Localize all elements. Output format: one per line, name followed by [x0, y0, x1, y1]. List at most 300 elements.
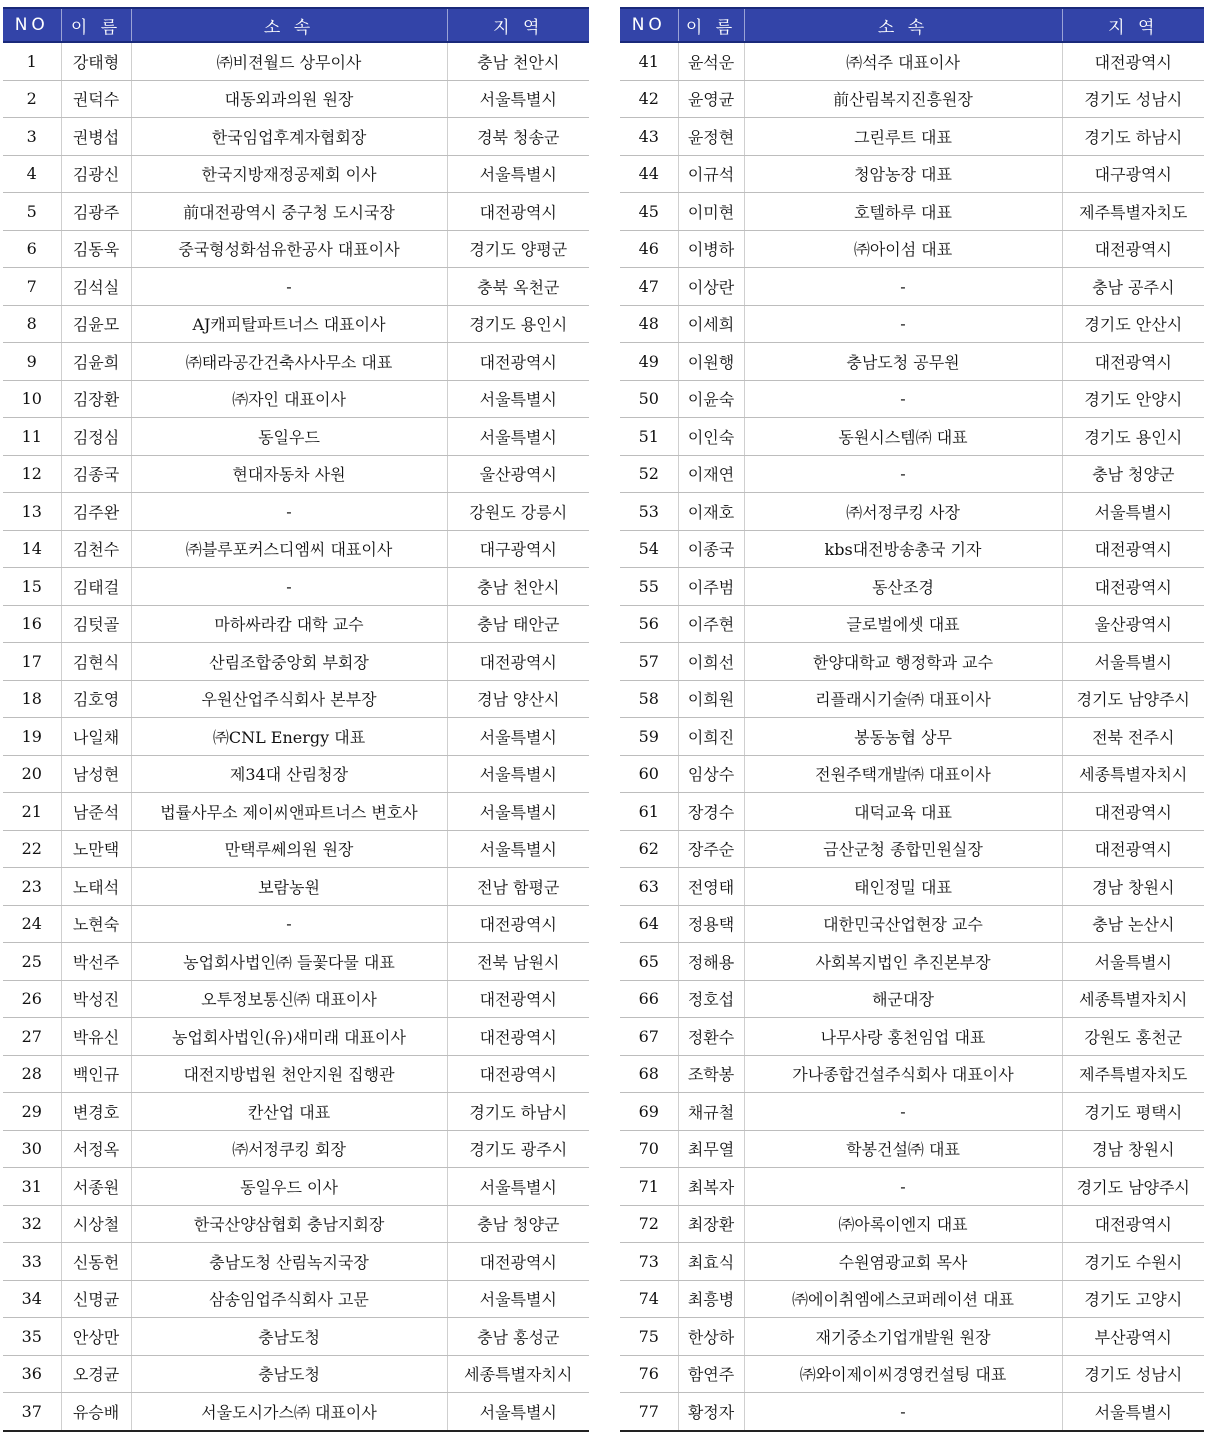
- cell-name: 정환수: [678, 1018, 744, 1056]
- table-row: [3, 455, 589, 493]
- cell-no: 68: [620, 1055, 678, 1093]
- table-row: [620, 1393, 1204, 1431]
- cell-region: 대전광역시: [1062, 830, 1204, 868]
- cell-region: 경북 청송군: [447, 118, 589, 156]
- cell-region: 울산광역시: [1062, 605, 1204, 643]
- cell-no: 74: [620, 1280, 678, 1318]
- cell-affiliation: 한국지방재정공제회 이사: [131, 155, 447, 193]
- cell-region: 제주특별자치도: [1062, 1055, 1204, 1093]
- cell-affiliation: 보람농원: [131, 868, 447, 906]
- cell-no: 59: [620, 718, 678, 756]
- table-row: [3, 943, 589, 981]
- cell-affiliation: 대덕교육 대표: [744, 793, 1062, 831]
- table-row: [620, 793, 1204, 831]
- cell-region: 대전광역시: [1062, 1205, 1204, 1243]
- cell-affiliation: 칸산업 대표: [131, 1093, 447, 1131]
- cell-region: 대전광역시: [1062, 530, 1204, 568]
- cell-affiliation: 前산림복지진흥원장: [744, 80, 1062, 118]
- cell-affiliation: 태인정밀 대표: [744, 868, 1062, 906]
- header-affiliation: 소 속: [744, 8, 1062, 42]
- cell-affiliation: 학봉건설㈜ 대표: [744, 1130, 1062, 1168]
- cell-name: 장경수: [678, 793, 744, 831]
- cell-name: 박유신: [61, 1018, 131, 1056]
- cell-region: 충남 논산시: [1062, 905, 1204, 943]
- cell-affiliation: 가나종합건설주식회사 대표이사: [744, 1055, 1062, 1093]
- cell-name: 박선주: [61, 943, 131, 981]
- cell-no: 27: [3, 1018, 61, 1056]
- table-row: [620, 42, 1204, 80]
- table-row: [620, 643, 1204, 681]
- cell-region: 충남 태안군: [447, 605, 589, 643]
- table-row: [3, 605, 589, 643]
- cell-affiliation: 충남도청 산림녹지국장: [131, 1243, 447, 1281]
- cell-affiliation: 충남도청: [131, 1355, 447, 1393]
- cell-no: 34: [3, 1280, 61, 1318]
- table-row: [620, 230, 1204, 268]
- cell-name: 김광신: [61, 155, 131, 193]
- table-row: [620, 1093, 1204, 1131]
- cell-affiliation: -: [131, 268, 447, 306]
- table-row: [3, 868, 589, 906]
- cell-affiliation: 청암농장 대표: [744, 155, 1062, 193]
- table-row: [620, 1243, 1204, 1281]
- cell-no: 20: [3, 755, 61, 793]
- cell-affiliation: 동산조경: [744, 568, 1062, 606]
- table-row: [3, 155, 589, 193]
- cell-no: 67: [620, 1018, 678, 1056]
- cell-region: 대전광역시: [447, 343, 589, 381]
- cell-region: 부산광역시: [1062, 1318, 1204, 1356]
- cell-name: 함연주: [678, 1355, 744, 1393]
- cell-name: 김동욱: [61, 230, 131, 268]
- cell-affiliation: kbs대전방송총국 기자: [744, 530, 1062, 568]
- cell-name: 오경균: [61, 1355, 131, 1393]
- cell-name: 최장환: [678, 1205, 744, 1243]
- cell-affiliation: 만택루쎄의원 원장: [131, 830, 447, 868]
- cell-name: 정용택: [678, 905, 744, 943]
- cell-name: 강태형: [61, 42, 131, 80]
- cell-name: 김현식: [61, 643, 131, 681]
- cell-no: 28: [3, 1055, 61, 1093]
- cell-region: 경기도 남양주시: [1062, 680, 1204, 718]
- table-row: [620, 605, 1204, 643]
- cell-region: 세종특별자치시: [447, 1355, 589, 1393]
- cell-name: 이주현: [678, 605, 744, 643]
- cell-no: 23: [3, 868, 61, 906]
- cell-no: 69: [620, 1093, 678, 1131]
- table-row: [3, 1280, 589, 1318]
- header-name: 이 름: [678, 8, 744, 42]
- table-row: [3, 718, 589, 756]
- cell-no: 76: [620, 1355, 678, 1393]
- cell-name: 김태걸: [61, 568, 131, 606]
- cell-name: 김천수: [61, 530, 131, 568]
- cell-region: 충남 공주시: [1062, 268, 1204, 306]
- cell-region: 충남 청양군: [1062, 455, 1204, 493]
- cell-no: 3: [3, 118, 61, 156]
- cell-name: 이재호: [678, 493, 744, 531]
- cell-name: 권덕수: [61, 80, 131, 118]
- cell-no: 71: [620, 1168, 678, 1206]
- cell-name: 노태석: [61, 868, 131, 906]
- cell-affiliation: ㈜에이취엠에스코퍼레이션 대표: [744, 1280, 1062, 1318]
- cell-no: 43: [620, 118, 678, 156]
- cell-region: 서울특별시: [447, 1280, 589, 1318]
- cell-affiliation: 마하싸라캄 대학 교수: [131, 605, 447, 643]
- cell-name: 김텃골: [61, 605, 131, 643]
- cell-region: 세종특별자치시: [1062, 980, 1204, 1018]
- cell-affiliation: -: [744, 305, 1062, 343]
- header-no: NO: [620, 8, 678, 42]
- cell-region: 대전광역시: [447, 193, 589, 231]
- cell-region: 대전광역시: [1062, 230, 1204, 268]
- cell-region: 서울특별시: [447, 1393, 589, 1431]
- cell-affiliation: 전원주택개발㈜ 대표이사: [744, 755, 1062, 793]
- cell-name: 김종국: [61, 455, 131, 493]
- cell-region: 대전광역시: [447, 1018, 589, 1056]
- cell-no: 42: [620, 80, 678, 118]
- cell-affiliation: -: [131, 905, 447, 943]
- table-row: [620, 680, 1204, 718]
- cell-no: 60: [620, 755, 678, 793]
- cell-no: 1: [3, 42, 61, 80]
- cell-no: 35: [3, 1318, 61, 1356]
- cell-name: 김윤희: [61, 343, 131, 381]
- cell-no: 77: [620, 1393, 678, 1431]
- cell-name: 윤정현: [678, 118, 744, 156]
- table-row: [620, 830, 1204, 868]
- cell-region: 서울특별시: [447, 1168, 589, 1206]
- cell-region: 경기도 안양시: [1062, 380, 1204, 418]
- cell-region: 서울특별시: [447, 755, 589, 793]
- cell-no: 50: [620, 380, 678, 418]
- cell-region: 대구광역시: [1062, 155, 1204, 193]
- cell-region: 경기도 용인시: [1062, 418, 1204, 456]
- cell-region: 대전광역시: [447, 980, 589, 1018]
- cell-affiliation: ㈜태라공간건축사사무소 대표: [131, 343, 447, 381]
- cell-affiliation: 그린루트 대표: [744, 118, 1062, 156]
- cell-name: 김장환: [61, 380, 131, 418]
- table-row: [3, 1168, 589, 1206]
- cell-no: 37: [3, 1393, 61, 1431]
- table-row: [620, 530, 1204, 568]
- table-row: [620, 118, 1204, 156]
- cell-region: 대전광역시: [1062, 42, 1204, 80]
- cell-affiliation: 삼송임업주식회사 고문: [131, 1280, 447, 1318]
- cell-region: 전북 남원시: [447, 943, 589, 981]
- member-table-left: [3, 7, 589, 1432]
- table-row: [620, 905, 1204, 943]
- header-region: 지 역: [447, 8, 589, 42]
- cell-region: 경기도 성남시: [1062, 80, 1204, 118]
- cell-name: 남준석: [61, 793, 131, 831]
- cell-name: 안상만: [61, 1318, 131, 1356]
- cell-region: 경기도 고양시: [1062, 1280, 1204, 1318]
- cell-affiliation: 봉동농협 상무: [744, 718, 1062, 756]
- cell-name: 서정옥: [61, 1130, 131, 1168]
- table-row: [620, 1205, 1204, 1243]
- table-row: [620, 1318, 1204, 1356]
- cell-name: 이희진: [678, 718, 744, 756]
- cell-region: 세종특별자치시: [1062, 755, 1204, 793]
- cell-name: 이상란: [678, 268, 744, 306]
- cell-affiliation: 동일우드: [131, 418, 447, 456]
- cell-affiliation: ㈜서정쿠킹 회장: [131, 1130, 447, 1168]
- cell-no: 45: [620, 193, 678, 231]
- table-row: [3, 1318, 589, 1356]
- cell-affiliation: -: [744, 1168, 1062, 1206]
- table-row: [620, 868, 1204, 906]
- cell-name: 이미현: [678, 193, 744, 231]
- table-row: [3, 42, 589, 80]
- cell-region: 경기도 양평군: [447, 230, 589, 268]
- header-row: [3, 8, 589, 42]
- table-row: [3, 230, 589, 268]
- cell-affiliation: -: [744, 380, 1062, 418]
- cell-region: 서울특별시: [447, 830, 589, 868]
- cell-affiliation: -: [744, 1393, 1062, 1431]
- cell-affiliation: ㈜아이섬 대표: [744, 230, 1062, 268]
- cell-affiliation: -: [131, 493, 447, 531]
- cell-name: 시상철: [61, 1205, 131, 1243]
- cell-affiliation: ㈜아록이엔지 대표: [744, 1205, 1062, 1243]
- cell-affiliation: 오투정보통신㈜ 대표이사: [131, 980, 447, 1018]
- table-row: [3, 1243, 589, 1281]
- cell-region: 대전광역시: [1062, 793, 1204, 831]
- table-row: [3, 80, 589, 118]
- cell-no: 6: [3, 230, 61, 268]
- table-row: [620, 568, 1204, 606]
- cell-name: 이원행: [678, 343, 744, 381]
- cell-affiliation: 농업회사법인㈜ 들꽃다물 대표: [131, 943, 447, 981]
- cell-name: 전영태: [678, 868, 744, 906]
- cell-region: 대전광역시: [447, 1055, 589, 1093]
- cell-region: 경남 창원시: [1062, 1130, 1204, 1168]
- cell-name: 김주완: [61, 493, 131, 531]
- cell-region: 서울특별시: [447, 80, 589, 118]
- cell-affiliation: 동일우드 이사: [131, 1168, 447, 1206]
- cell-no: 5: [3, 193, 61, 231]
- table-row: [3, 755, 589, 793]
- cell-no: 46: [620, 230, 678, 268]
- cell-name: 신동헌: [61, 1243, 131, 1281]
- cell-affiliation: 글로벌에셋 대표: [744, 605, 1062, 643]
- cell-no: 31: [3, 1168, 61, 1206]
- table-row: [3, 118, 589, 156]
- table-row: [3, 1355, 589, 1393]
- cell-region: 서울특별시: [1062, 943, 1204, 981]
- cell-no: 55: [620, 568, 678, 606]
- cell-no: 58: [620, 680, 678, 718]
- cell-region: 서울특별시: [447, 155, 589, 193]
- cell-region: 경기도 안산시: [1062, 305, 1204, 343]
- table-row: [620, 455, 1204, 493]
- cell-affiliation: 서울도시가스㈜ 대표이사: [131, 1393, 447, 1431]
- cell-affiliation: ㈜와이제이씨경영컨설팅 대표: [744, 1355, 1062, 1393]
- cell-affiliation: 충남도청 공무원: [744, 343, 1062, 381]
- cell-no: 70: [620, 1130, 678, 1168]
- table-row: [3, 905, 589, 943]
- cell-no: 48: [620, 305, 678, 343]
- member-table-right: [620, 7, 1204, 1432]
- table-row: [3, 568, 589, 606]
- cell-region: 서울특별시: [1062, 643, 1204, 681]
- cell-name: 조학봉: [678, 1055, 744, 1093]
- table-row: [3, 643, 589, 681]
- table-row: [3, 680, 589, 718]
- table-row: [3, 268, 589, 306]
- cell-no: 7: [3, 268, 61, 306]
- table-row: [620, 1280, 1204, 1318]
- cell-affiliation: 사회복지법인 추진본부장: [744, 943, 1062, 981]
- cell-affiliation: 제34대 산림청장: [131, 755, 447, 793]
- cell-no: 53: [620, 493, 678, 531]
- cell-region: 대전광역시: [1062, 343, 1204, 381]
- cell-no: 14: [3, 530, 61, 568]
- cell-region: 대전광역시: [1062, 568, 1204, 606]
- cell-name: 백인규: [61, 1055, 131, 1093]
- table-row: [3, 1130, 589, 1168]
- cell-affiliation: AJ캐피탈파트너스 대표이사: [131, 305, 447, 343]
- cell-no: 54: [620, 530, 678, 568]
- cell-region: 서울특별시: [447, 718, 589, 756]
- cell-affiliation: 법률사무소 제이씨앤파트너스 변호사: [131, 793, 447, 831]
- cell-region: 대전광역시: [447, 1243, 589, 1281]
- table-row: [3, 193, 589, 231]
- cell-name: 정해용: [678, 943, 744, 981]
- header-name: 이 름: [61, 8, 131, 42]
- cell-affiliation: 대동외과의원 원장: [131, 80, 447, 118]
- cell-name: 정호섭: [678, 980, 744, 1018]
- cell-affiliation: ㈜CNL Energy 대표: [131, 718, 447, 756]
- cell-region: 서울특별시: [1062, 493, 1204, 531]
- cell-name: 이주범: [678, 568, 744, 606]
- cell-no: 17: [3, 643, 61, 681]
- cell-region: 강원도 홍천군: [1062, 1018, 1204, 1056]
- cell-name: 최효식: [678, 1243, 744, 1281]
- cell-affiliation: 대한민국산업현장 교수: [744, 905, 1062, 943]
- cell-affiliation: ㈜서정쿠킹 사장: [744, 493, 1062, 531]
- cell-name: 이인숙: [678, 418, 744, 456]
- cell-name: 이윤숙: [678, 380, 744, 418]
- cell-name: 나일채: [61, 718, 131, 756]
- cell-no: 32: [3, 1205, 61, 1243]
- cell-region: 전북 전주시: [1062, 718, 1204, 756]
- cell-region: 대전광역시: [447, 643, 589, 681]
- cell-affiliation: 농업회사법인(유)새미래 대표이사: [131, 1018, 447, 1056]
- table-row: [3, 343, 589, 381]
- cell-no: 26: [3, 980, 61, 1018]
- cell-name: 김윤모: [61, 305, 131, 343]
- cell-affiliation: ㈜석주 대표이사: [744, 42, 1062, 80]
- cell-affiliation: 한국산양삼협회 충남지회장: [131, 1205, 447, 1243]
- cell-name: 신명균: [61, 1280, 131, 1318]
- cell-affiliation: 호텔하루 대표: [744, 193, 1062, 231]
- cell-no: 19: [3, 718, 61, 756]
- cell-affiliation: ㈜블루포커스디엠씨 대표이사: [131, 530, 447, 568]
- cell-name: 임상수: [678, 755, 744, 793]
- cell-region: 전남 함평군: [447, 868, 589, 906]
- cell-region: 울산광역시: [447, 455, 589, 493]
- table-row: [620, 1355, 1204, 1393]
- table-row: [3, 980, 589, 1018]
- cell-no: 10: [3, 380, 61, 418]
- table-row: [620, 343, 1204, 381]
- table-row: [3, 380, 589, 418]
- cell-name: 이희선: [678, 643, 744, 681]
- cell-no: 24: [3, 905, 61, 943]
- cell-affiliation: 한국임업후계자협회장: [131, 118, 447, 156]
- cell-name: 채규철: [678, 1093, 744, 1131]
- cell-region: 대전광역시: [447, 905, 589, 943]
- cell-no: 9: [3, 343, 61, 381]
- cell-region: 서울특별시: [447, 380, 589, 418]
- cell-affiliation: 재기중소기업개발원 원장: [744, 1318, 1062, 1356]
- cell-no: 2: [3, 80, 61, 118]
- cell-name: 최복자: [678, 1168, 744, 1206]
- cell-affiliation: 충남도청: [131, 1318, 447, 1356]
- table-row: [3, 1055, 589, 1093]
- cell-no: 33: [3, 1243, 61, 1281]
- table-row: [620, 268, 1204, 306]
- table-row: [3, 1205, 589, 1243]
- header-no: NO: [3, 8, 61, 42]
- cell-name: 윤영균: [678, 80, 744, 118]
- cell-region: 충남 천안시: [447, 568, 589, 606]
- cell-no: 30: [3, 1130, 61, 1168]
- table-row: [620, 718, 1204, 756]
- cell-name: 남성현: [61, 755, 131, 793]
- table-row: [620, 418, 1204, 456]
- cell-affiliation: 대전지방법원 천안지원 집행관: [131, 1055, 447, 1093]
- cell-affiliation: 금산군청 종합민원실장: [744, 830, 1062, 868]
- cell-affiliation: 동원시스템㈜ 대표: [744, 418, 1062, 456]
- cell-region: 경남 양산시: [447, 680, 589, 718]
- cell-name: 김광주: [61, 193, 131, 231]
- cell-no: 8: [3, 305, 61, 343]
- cell-affiliation: 산림조합중앙회 부회장: [131, 643, 447, 681]
- cell-name: 김정심: [61, 418, 131, 456]
- header-affiliation: 소 속: [131, 8, 447, 42]
- cell-region: 경기도 남양주시: [1062, 1168, 1204, 1206]
- table-row: [620, 155, 1204, 193]
- cell-no: 21: [3, 793, 61, 831]
- cell-name: 이병하: [678, 230, 744, 268]
- cell-no: 72: [620, 1205, 678, 1243]
- cell-name: 황정자: [678, 1393, 744, 1431]
- cell-no: 15: [3, 568, 61, 606]
- cell-region: 경남 창원시: [1062, 868, 1204, 906]
- cell-no: 73: [620, 1243, 678, 1281]
- cell-affiliation: -: [744, 1093, 1062, 1131]
- cell-region: 경기도 하남시: [447, 1093, 589, 1131]
- cell-region: 서울특별시: [1062, 1393, 1204, 1431]
- cell-region: 충남 천안시: [447, 42, 589, 80]
- table-row: [3, 418, 589, 456]
- cell-no: 18: [3, 680, 61, 718]
- cell-affiliation: ㈜비젼월드 상무이사: [131, 42, 447, 80]
- table-row: [3, 530, 589, 568]
- cell-name: 최흥병: [678, 1280, 744, 1318]
- cell-affiliation: 前대전광역시 중구청 도시국장: [131, 193, 447, 231]
- cell-affiliation: 해군대장: [744, 980, 1062, 1018]
- table-row: [3, 1393, 589, 1431]
- table-row: [3, 493, 589, 531]
- cell-region: 제주특별자치도: [1062, 193, 1204, 231]
- cell-affiliation: 수원염광교회 목사: [744, 1243, 1062, 1281]
- table-row: [620, 305, 1204, 343]
- cell-region: 서울특별시: [447, 418, 589, 456]
